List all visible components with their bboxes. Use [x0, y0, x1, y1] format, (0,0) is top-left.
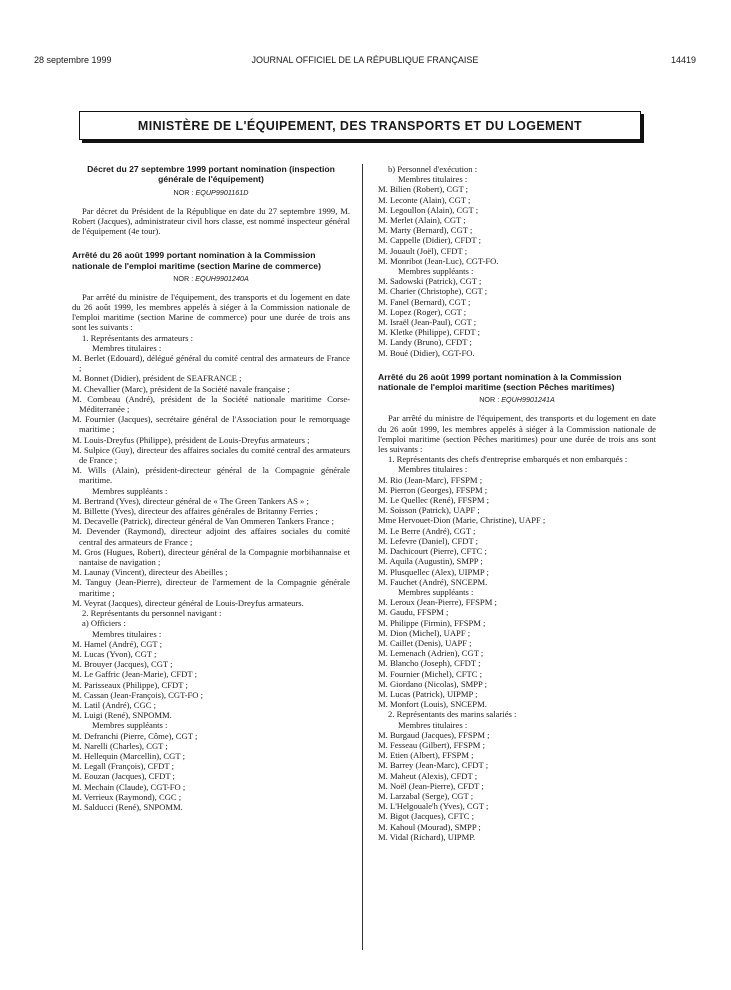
- member-entry: M. Boué (Didier), CGT-FO.: [378, 347, 475, 358]
- member-entry: M. Caillet (Denis), UAPF ;: [378, 637, 472, 648]
- member-entry: M. Parisseaux (Philippe), CFDT ;: [72, 679, 188, 690]
- member-entry: M. Narelli (Charles), CGT ;: [72, 740, 168, 751]
- member-entry: Mme Hervouet-Dion (Marie, Christine), UAPF ;: [378, 515, 546, 526]
- member-entry: M. Gros (Hugues, Robert), directeur général de la Compagnie morbihannaise et nantaise de navigation ;: [72, 546, 350, 568]
- member-entry: M. Burgaud (Jacques), FFSPM ;: [378, 729, 490, 740]
- member-entry: M. Billette (Yves), directeur des affaires générales de Britanny Ferries ;: [72, 506, 318, 517]
- group-label: Membres titulaires :: [92, 342, 162, 353]
- nor-label: NOR :: [479, 395, 500, 405]
- subsection-heading: b) Personnel d'exécution :: [388, 164, 478, 174]
- member-entry: M. Israël (Jean-Paul), CGT ;: [378, 317, 477, 328]
- group-label: Membres suppléants :: [398, 266, 474, 277]
- group-label: Membres titulaires :: [92, 628, 162, 639]
- member-entry: M. Monfort (Louis), SNCEPM.: [378, 699, 487, 710]
- section-heading: 2. Représentants du personnel navigant :: [82, 608, 222, 619]
- member-entry: M. Veyrat (Jacques), directeur général de Louis-Dreyfus armateurs.: [72, 597, 304, 608]
- member-entry: M. Louis-Dreyfus (Philippe), président de Louis-Dreyfus armateurs ;: [72, 434, 310, 445]
- member-entry: M. Fesseau (Gilbert), FFSPM ;: [378, 739, 485, 750]
- member-entry: M. Lefevre (Daniel), CFDT ;: [378, 535, 479, 546]
- member-entry: M. Fournier (Jacques), secrétaire général de l'Association pour le remorquage maritime ;: [72, 414, 350, 435]
- right-column: [378, 164, 656, 842]
- member-entry: M. Fanel (Bernard), CGT ;: [378, 296, 471, 307]
- member-entry: M. Lopez (Roger), CGT ;: [378, 306, 467, 317]
- member-entry: M. Giordano (Nicolas), SMPP ;: [378, 678, 488, 689]
- member-entry: M. Etien (Albert), FFSPM ;: [378, 750, 474, 761]
- section-heading: 1. Représentants des chefs d'entreprise embarqués et non embarqués :: [388, 454, 628, 465]
- member-entry: M. Fournier (Michel), CFTC ;: [378, 668, 483, 679]
- arrete-peche-intro: Par arrêté du ministre de l'équipement, des transports et du logement en date du 26 août 1999, les membres appelés à siéger à la Commission nationale de l'emploi maritime (section Pêches maritimes) pour une durée de trois ans sont les suivants :: [378, 413, 656, 455]
- arrete-peche-title: Arrêté du 26 août 1999 portant nomination à la Commission nationale de l'emploi maritime (section Pêches maritimes): [378, 371, 622, 393]
- member-entry: M. Mechain (Claude), CGT-FO ;: [72, 781, 186, 792]
- member-entry: M. Larzabal (Serge), CGT ;: [378, 790, 474, 801]
- subsection-heading: a) Officiers :: [82, 618, 126, 629]
- section-heading: 2. Représentants des marins salariés :: [388, 709, 517, 720]
- member-entry: M. Lucas (Yvon), CGT ;: [72, 648, 157, 659]
- member-entry: M. Jouault (Joël), CFDT ;: [378, 245, 468, 256]
- member-entry: M. Le Quellec (René), FFSPM ;: [378, 495, 489, 506]
- member-entry: M. Noël (Jean-Pierre), CFDT ;: [378, 780, 484, 791]
- member-entry: M. Wills (Alain), président-directeur général de la Compagnie générale maritime.: [72, 465, 350, 486]
- group-label: Membres titulaires :: [398, 174, 468, 185]
- member-entry: M. Plusquellec (Alex), UIPMP ;: [378, 566, 489, 577]
- page-number: 14419: [670, 55, 696, 65]
- nor-label: NOR :: [173, 273, 194, 283]
- member-entry: M. Bonnet (Didier), président de SEAFRANCE ;: [72, 373, 242, 384]
- group-label: Membres suppléants :: [92, 720, 168, 731]
- member-entry: M. Hamel (André), CGT ;: [72, 638, 163, 649]
- member-entry: M. Verrieux (Raymond), CGC ;: [72, 791, 182, 802]
- member-entry: M. Devender (Raymond), directeur adjoint des affaires sociales du comité central des armateurs de France ;: [72, 526, 350, 547]
- member-entry: M. Philippe (Firmin), FFSPM ;: [378, 617, 486, 628]
- member-entry: M. Dion (Michel), UAPF ;: [378, 627, 471, 638]
- member-entry: M. Latil (André), CGC ;: [72, 699, 157, 710]
- member-entry: M. Eouzan (Jacques), CFDT ;: [72, 771, 175, 782]
- group-label: Membres titulaires :: [398, 719, 468, 730]
- member-entry: M. Kahoul (Mourad), SMPP ;: [378, 821, 481, 832]
- member-entry: M. Leconte (Alain), CGT ;: [378, 194, 471, 205]
- member-entry: M. Charier (Christophe), CGT ;: [378, 286, 488, 297]
- member-entry: M. Sadowski (Patrick), CGT ;: [378, 276, 482, 287]
- member-entry: M. Vidal (Richard), UIPMP.: [378, 831, 476, 842]
- member-entry: M. Salducci (René), SNPOMM.: [72, 801, 183, 812]
- member-entry: M. Decavelle (Patrick), directeur général de Van Ommeren Tankers France ;: [72, 516, 335, 527]
- arrete-marine-title: Arrêté du 26 août 1999 portant nomination à la Commission nationale de l'emploi maritime (section Marine de commerce): [72, 250, 321, 271]
- member-entry: M. Pierron (Georges), FFSPM ;: [378, 484, 488, 495]
- arrete-peche-nor: [378, 394, 656, 406]
- member-entry: M. Sulpice (Guy), directeur des affaires sociales du comité central des armateurs de France ;: [72, 444, 350, 466]
- member-entry: M. Bertrand (Yves), directeur général de « The Green Tankers AS » ;: [72, 495, 309, 506]
- decret-nor: [72, 187, 350, 199]
- member-entry: M. Luigi (René), SNPOMM.: [72, 710, 172, 721]
- member-entry: M. Defranchi (Pierre, Côme), CGT ;: [72, 730, 198, 741]
- member-entry: M. Combeau (André), président de la Société nationale maritime Corse-Méditerranée ;: [72, 393, 350, 415]
- member-entry: M. Legall (François), CFDT ;: [72, 761, 175, 772]
- decret-body: Par décret du Président de la République en date du 27 septembre 1999, M. Robert (Jacques), administrateur civil hors classe, est nommé inspecteur général de l'équipement (4e tour).: [72, 205, 350, 236]
- member-entry: M. L'Helgouale'h (Yves), CGT ;: [378, 801, 489, 812]
- member-entry: M. Le Berre (André), CGT ;: [378, 525, 476, 536]
- journal-title: JOURNAL OFFICIEL DE LA RÉPUBLIQUE FRANÇAISE: [251, 55, 479, 65]
- member-entry: M. Lucas (Patrick), UIPMP ;: [378, 688, 478, 699]
- member-entry: M. Tanguy (Jean-Pierre), directeur de l'armement de la Compagnie générale maritime ;: [72, 577, 350, 598]
- member-entry: M. Blancho (Joseph), CFDT ;: [378, 658, 481, 669]
- member-entry: M. Maheut (Alexis), CFDT ;: [378, 770, 478, 781]
- member-entry: M. Soisson (Patrick), UAPF ;: [378, 505, 480, 516]
- running-header: [34, 55, 696, 68]
- nor-code: EQUH9901240A: [195, 273, 249, 283]
- member-entry: M. Kletke (Philippe), CFDT ;: [378, 327, 481, 338]
- member-entry: M. Landy (Bruno), CFDT ;: [378, 337, 472, 348]
- member-entry: M. Le Gaffric (Jean-Marie), CFDT ;: [72, 669, 197, 680]
- group-label: Membres titulaires :: [398, 464, 468, 475]
- member-entry: M. Marty (Bernard), CGT ;: [378, 225, 473, 236]
- member-entry: M. Bilien (Robert), CGT ;: [378, 184, 469, 195]
- column-divider: [362, 164, 363, 950]
- group-label: Membres suppléants :: [92, 485, 168, 496]
- member-entry: M. Launay (Vincent), directeur des Abeilles ;: [72, 567, 228, 578]
- section-heading: 1. Représentants des armateurs :: [82, 332, 193, 343]
- member-entry: M. Bigot (Jacques), CFTC ;: [378, 811, 474, 822]
- member-entry: M. Gaudu, FFSPM ;: [378, 607, 449, 618]
- member-entry: M. Aquila (Augustin), SMPP ;: [378, 556, 483, 567]
- nor-code: EQUH9901241A: [501, 395, 555, 405]
- member-entry: M. Cappelle (Didier), CFDT ;: [378, 235, 481, 246]
- member-entry: M. Hellequin (Marcellin), CGT ;: [72, 750, 185, 761]
- left-column: [72, 164, 350, 812]
- issue-date: 28 septembre 1999: [34, 55, 112, 65]
- member-entry: M. Fauchet (André), SNCEPM.: [378, 576, 488, 587]
- member-entry: M. Monribot (Jean-Luc), CGT-FO.: [378, 255, 499, 266]
- decret-title: Décret du 27 septembre 1999 portant nomination (inspection générale de l'équipement): [87, 164, 335, 185]
- ministry-heading: MINISTÈRE DE L'ÉQUIPEMENT, DES TRANSPORTS ET DU LOGEMENT: [79, 111, 641, 140]
- member-entry: M. Leroux (Jean-Pierre), FFSPM ;: [378, 597, 497, 608]
- member-entry: M. Rio (Jean-Marc), FFSPM ;: [378, 474, 483, 485]
- arrete-marine-intro: Par arrêté du ministre de l'équipement, des transports et du logement en date du 26 août 1999, les membres appelés à siéger à la Commission nationale de l'emploi maritime (section Marine de commerce) pour une durée de trois ans sont les suivants :: [72, 291, 350, 333]
- member-entry: M. Chevallier (Marc), président de la Société navale française ;: [72, 383, 290, 394]
- nor-code: EQUP9901161D: [195, 187, 249, 197]
- nor-label: NOR :: [173, 187, 194, 197]
- member-entry: M. Lemenach (Adrien), CGT ;: [378, 648, 484, 659]
- arrete-marine-nor: [72, 273, 350, 285]
- member-entry: M. Berlet (Edouard), délégué général du comité central des armateurs de France ;: [72, 353, 350, 374]
- member-entry: M. Legoullon (Alain), CGT ;: [378, 204, 479, 215]
- member-entry: M. Dachicourt (Pierre), CFTC ;: [378, 546, 487, 557]
- group-label: Membres suppléants :: [398, 586, 474, 597]
- member-entry: M. Barrey (Jean-Marc), CFDT ;: [378, 760, 489, 771]
- member-entry: M. Merlet (Alain), CGT ;: [378, 215, 466, 226]
- member-entry: M. Brouyer (Jacques), CGT ;: [72, 659, 173, 670]
- member-entry: M. Cassan (Jean-François), CGT-FO ;: [72, 689, 203, 700]
